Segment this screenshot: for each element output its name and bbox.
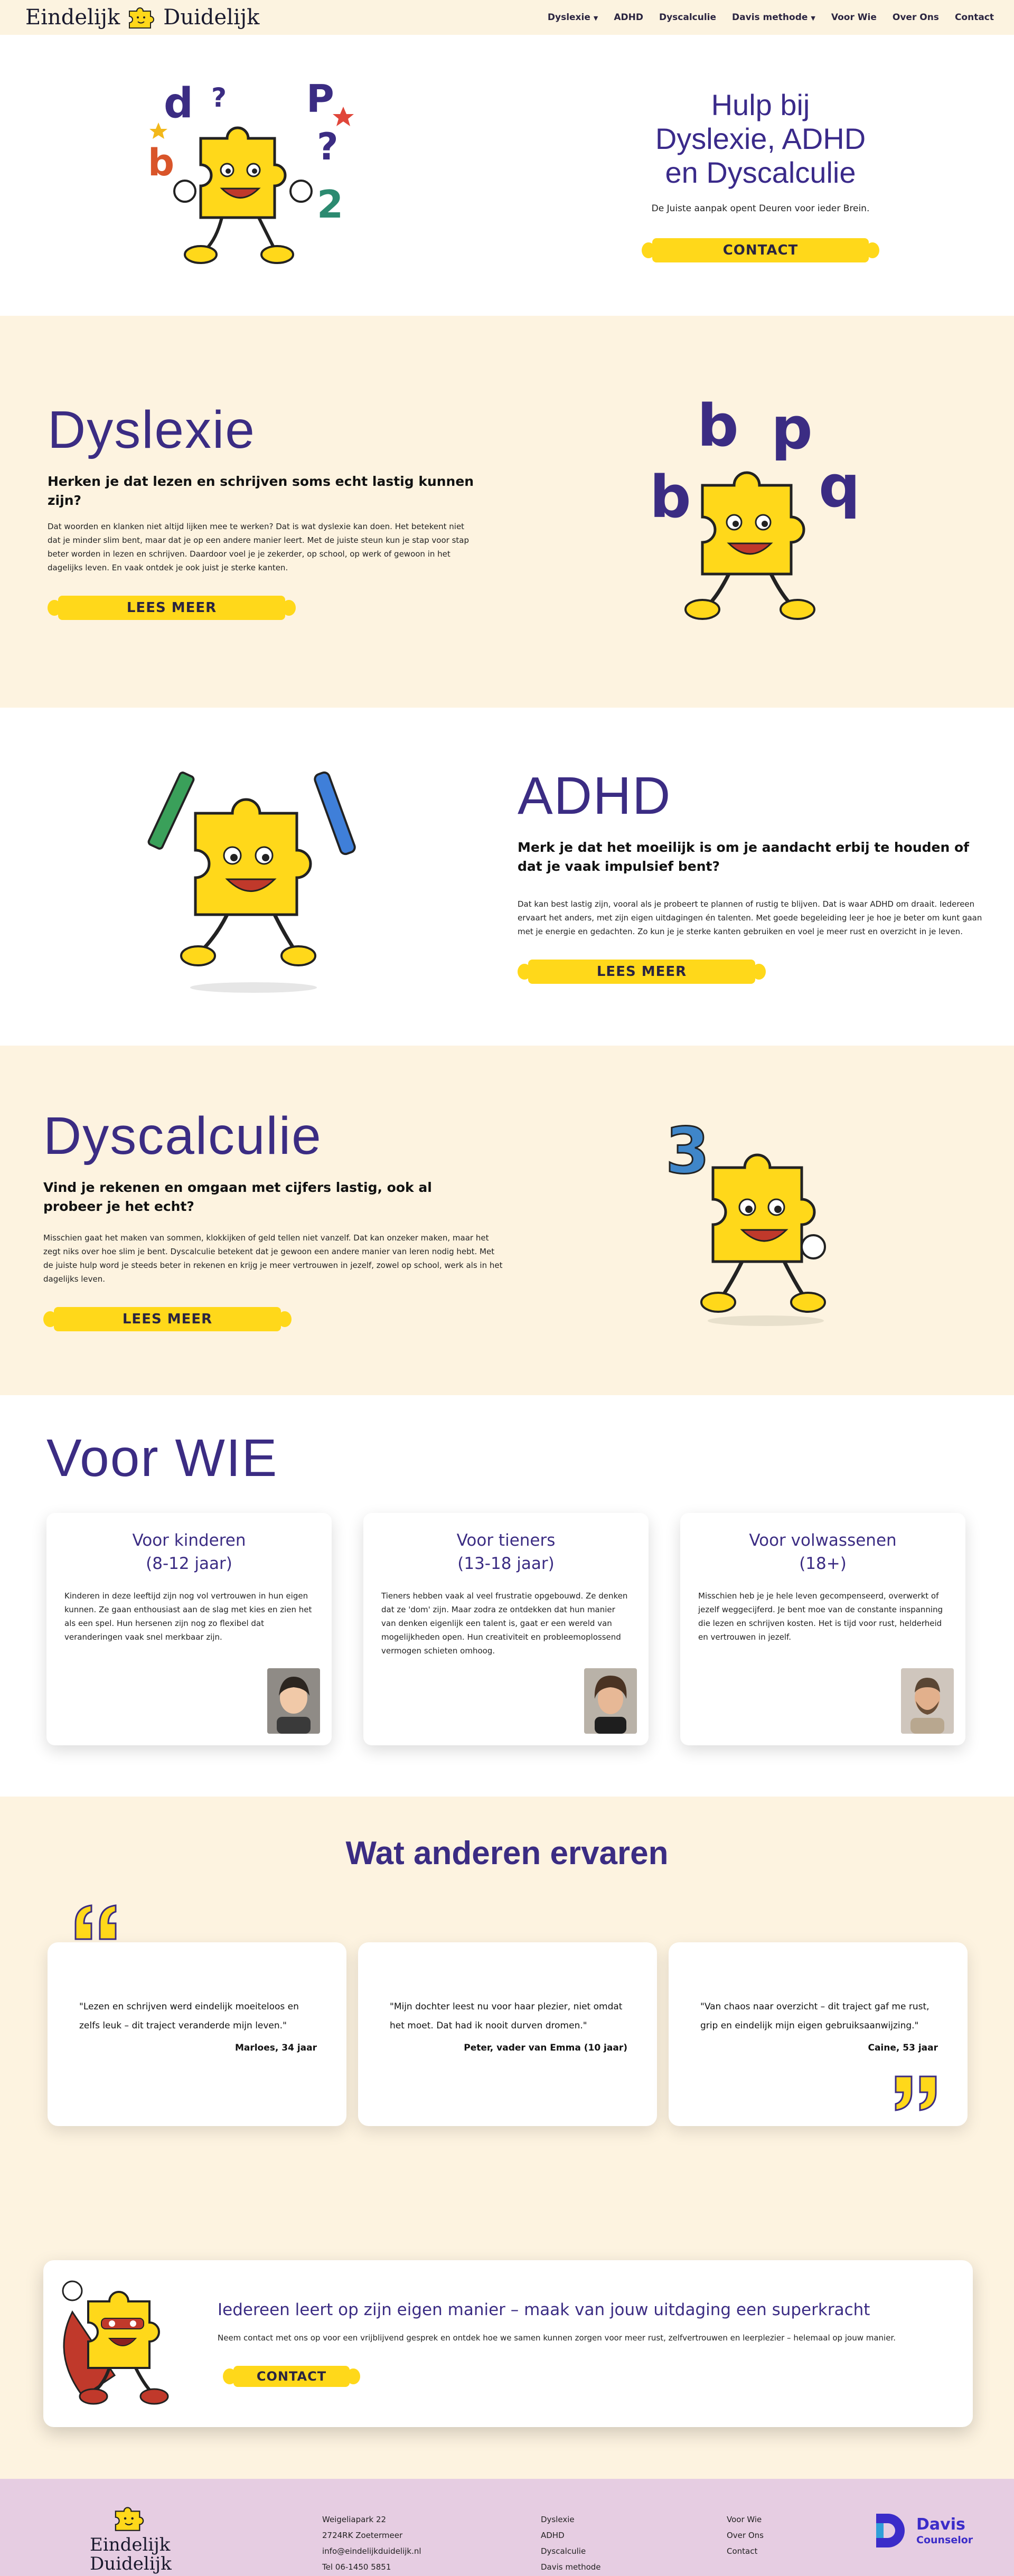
footer-address-line: Weigeliapark 22 [322,2515,387,2524]
card-body: Kinderen in deze leeftijd zijn nog vol vertrouwen in hun eigen kunnen. Ze gaan enthousiast aan de slag met kies en zien het als een spel. Hun hersenen zijn nog zo flexibel dat veranderingen vaak snel merkbaar zijn. [64,1591,312,1642]
adhd-body: Dat kan best lastig zijn, vooral als je probeert te plannen of rustig te blijven. Dat is waar ADHD om draait. Iedereen ervaart het anders, met zijn eigen uitdagingen én talenten. Met goede begeleiding leer je hoe je beter om kunt gaan met je energie en gedachten. Zo kun je je sterke kanten gebruiken en voel je meer rust en overzicht in je leven. [518,899,982,936]
site-footer [0,2479,1014,2576]
dyscalculie-lees-meer-button[interactable]: LEES MEER [54,1307,281,1331]
dyscalculie-question: Vind je rekenen en omgaan met cijfers lastig, ook al probeer je het echt? [43,1180,432,1214]
card-body: Tieners hebben vaak al veel frustratie opgebouwd. Ze denken dat ze 'dom' zijn. Maar zodra ze ontdekken dat hun manier van denken eigenlijk een talent is, gaat er een wereld van mogelijkheden open. Hun creativiteit en probleemoplossend vermogen schieten omhoog. [381,1591,628,1656]
puzzle-logo-icon [125,6,158,29]
davis-logo-line1: Davis [916,2515,965,2534]
card-title-line: Voor kinderen [132,1531,246,1550]
footer-link-dyscalculie[interactable]: Dyscalculie [541,2546,586,2556]
dyslexie-lees-meer-button[interactable]: LEES MEER [58,596,285,620]
puzzle-mascot-bpq-illustration [650,396,871,628]
testimonials-title: Wat anderen ervaren [345,1835,669,1872]
card-title-line: Voor volwassenen [749,1531,897,1550]
adhd-question: Merk je dat het moeilijk is om je aandacht erbij te houden of dat je vaak impulsief bent? [518,840,970,874]
footer-link-contact[interactable]: Contact [727,2546,758,2556]
footer-link-adhd[interactable]: ADHD [541,2531,565,2540]
chevron-down-icon: ▼ [811,15,815,22]
svg-text:b: b [148,141,175,184]
dyslexie-illustration-wrap [507,396,1014,628]
footer-links-services [541,2512,601,2575]
card-volwassenen [680,1513,965,1745]
adhd-lees-meer-button[interactable]: LEES MEER [528,960,755,984]
top-nav [0,0,1014,35]
dyscalculie-text [0,1106,507,1331]
hero-subtitle: De Juiste aanpak opent Deuren voor ieder Brein. [651,203,870,214]
dyscalculie-body: Misschien gaat het maken van sommen, klokkijken of geld tellen niet vanzelf. Dat kan onzeker maken, maar het zegt niks over hoe slim je bent. Dyscalculie betekent dat je gewoon een andere manier van leren nodig hebt. Met de juiste hulp word je steeds beter in rekenen en krijg je meer vertrouwen in jezelf, zowel op school, werk als in het dagelijks leven. [43,1233,503,1284]
footer-links-about [727,2512,764,2559]
nav-item-adhd[interactable]: ADHD [614,12,643,23]
dyslexie-body: Dat woorden en klanken niet altijd lijken mee te werken? Dat is wat dyslexie kan doen. Het betekent niet dat je minder slim bent, maar dat je op een andere manier leert. Met de juiste steun kun je stap voor stap beter worden in lezen en schrijven. Daardoor voel je je zekerder, op school, op werk of gewoon in het dagelijks leven. En vaak ontdek je ook juist je sterke kanten. [48,522,469,572]
footer-address [322,2512,421,2575]
adhd-illustration-wrap [0,755,507,998]
svg-text:b: b [697,396,739,459]
puzzle-mascot-letters-illustration [143,70,364,281]
nav-item-over-ons[interactable]: Over Ons [892,12,939,23]
cta-body: Neem contact met ons op voor een vrijblijvend gesprek en ontdek hoe we samen kunnen zorgen voor meer rust, zelfvertrouwen en leerplezier – helemaal op jouw manier. [218,2333,896,2343]
card-title [698,1529,947,1575]
voor-wie-cards [46,1513,968,1745]
card-tieners [363,1513,649,1745]
puzzle-mascot-number-three-illustration [655,1110,866,1331]
cta-card [43,2260,973,2427]
svg-text:3: 3 [665,1115,710,1188]
voor-wie-section [0,1395,1014,1797]
cta-contact-button[interactable]: CONTACT [233,2366,350,2387]
chevron-down-icon: ▼ [593,15,598,22]
card-title [64,1529,314,1575]
adhd-section [0,708,1014,1046]
footer-link-over-ons[interactable]: Over Ons [727,2531,764,2540]
footer-logo[interactable] [90,2505,172,2574]
testimonials-section [0,1797,1014,2219]
cta-content [202,2300,896,2387]
nav-item-voor-wie[interactable]: Voor Wie [831,12,877,23]
cta-section [0,2219,1014,2479]
testimonial-cards [48,1942,968,2126]
open-quote-icon [71,1902,124,1944]
hero-title-line: en Dyscalculie [665,156,856,189]
hero-content [507,88,1014,262]
puzzle-mascot-pencil-pen-illustration [132,755,375,998]
hero-section [0,35,1014,316]
footer-link-dyslexie[interactable]: Dyslexie [541,2515,575,2524]
testimonial-name: Marloes, 34 jaar [234,2043,317,2053]
nav-item-dyscalculie[interactable]: Dyscalculie [659,12,717,23]
puzzle-logo-icon [106,2505,153,2532]
svg-text:2: 2 [317,182,344,227]
site-logo[interactable] [25,5,259,30]
testimonial-name: Caine, 53 jaar [868,2043,938,2053]
logo-text-right: Duidelijk [163,5,260,30]
teen-avatar-image [584,1668,637,1734]
card-kinderen [46,1513,332,1745]
testimonial-card [48,1942,346,2126]
svg-text:?: ? [211,82,227,113]
hero-contact-button[interactable]: CONTACT [652,238,869,262]
davis-logo-line2: Counselor [916,2534,973,2546]
adult-avatar-image [901,1668,954,1734]
card-title-line: Voor tieners [456,1531,556,1550]
nav-menu [548,12,994,23]
nav-item-contact[interactable]: Contact [954,12,994,23]
logo-text-left: Eindelijk [25,5,120,30]
child-avatar-image [267,1668,320,1734]
svg-text:?: ? [317,125,339,168]
footer-phone-link[interactable]: Tel 06-1450 5851 [322,2562,391,2572]
cta-illustration-wrap [43,2260,202,2427]
dyslexie-section [0,316,1014,708]
voor-wie-title: Voor WIE [46,1428,278,1488]
nav-item-dyslexie[interactable] [548,12,598,23]
footer-link-voor-wie[interactable]: Voor Wie [727,2515,762,2524]
card-body: Misschien heb je je hele leven gecompenseerd, overwerkt of jezelf weggecijferd. Je bent moe van de constante inspanning die lezen en schrijven kosten. Het is tijd voor rust, helderheid en vertrouwen in jezelf. [698,1591,943,1642]
footer-email-link[interactable]: info@eindelijkduidelijk.nl [322,2546,421,2556]
svg-text:p: p [771,396,813,462]
testimonial-quote: "Mijn dochter leest nu voor haar plezier, niet omdat het moet. Dat had ik nooit durven dromen." [390,2001,623,2031]
nav-item-davis-methode[interactable] [732,12,815,23]
adhd-text [507,766,1014,984]
close-quote-icon [887,2071,940,2113]
footer-address-line: 2724RK Zoetermeer [322,2531,403,2540]
svg-text:P: P [306,77,334,121]
cta-title: Iedereen leert op zijn eigen manier – maak van jouw uitdaging een superkracht [218,2300,870,2319]
dyscalculie-section [0,1046,1014,1395]
dyslexie-question: Herken je dat lezen en schrijven soms echt lastig kunnen zijn? [48,474,474,508]
nav-label: Davis methode [732,12,808,23]
dyscalculie-title: Dyscalculie [43,1106,322,1165]
testimonial-quote: "Van chaos naar overzicht – dit traject gaf me rust, grip en eindelijk mijn eigen gebruiksaanwijzing." [700,2001,929,2031]
footer-link-davis-methode[interactable]: Davis methode [541,2562,601,2572]
svg-text:b: b [650,463,691,531]
hero-title-line: Dyslexie, ADHD [655,122,866,155]
testimonial-name: Peter, vader van Emma (10 jaar) [464,2043,627,2053]
footer-logo-line: Duidelijk [90,2553,172,2574]
card-title-line: (8-12 jaar) [146,1554,232,1573]
footer-logo-line: Eindelijk [90,2534,171,2555]
svg-text:q: q [819,453,860,520]
hero-title [655,88,866,190]
davis-counselor-logo [874,2509,985,2552]
superhero-puzzle-mascot-illustration [51,2275,194,2412]
dyslexie-text [0,400,507,620]
svg-text:d: d [164,80,193,127]
dyscalculie-illustration-wrap [507,1110,1014,1331]
nav-label: Dyslexie [547,12,590,23]
adhd-title: ADHD [518,766,672,825]
hero-illustration-wrap [0,70,507,281]
card-title [381,1529,631,1575]
testimonial-card [358,1942,657,2126]
card-title-line: (18+) [799,1554,847,1573]
card-title-line: (13-18 jaar) [457,1554,555,1573]
dyslexie-title: Dyslexie [48,400,256,459]
testimonial-quote: "Lezen en schrijven werd eindelijk moeiteloos en zelfs leuk – dit traject veranderde mijn leven." [79,2001,299,2031]
hero-title-line: Hulp bij [711,88,810,121]
